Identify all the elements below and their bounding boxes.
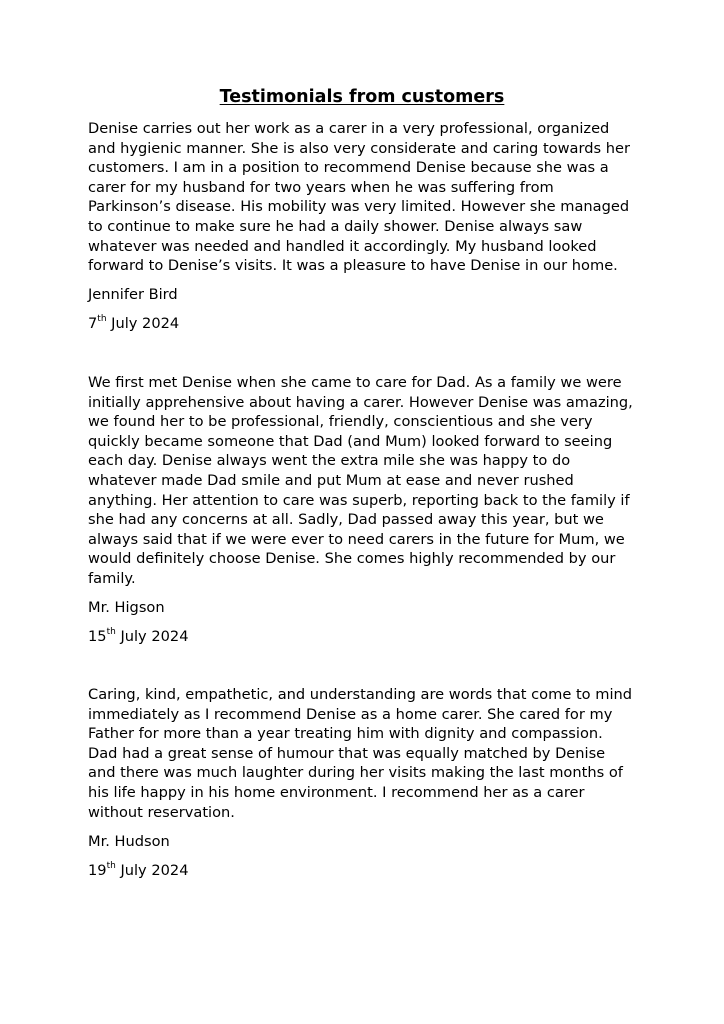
date-day: 19 — [88, 862, 107, 879]
text-line: whatever made Dad smile and put Mum at ease and never rushed — [88, 471, 574, 489]
text-line: Father for more than a year treating him with dignity and compassion. — [88, 725, 603, 743]
testimonial-1 — [88, 119, 648, 276]
page-title: Testimonials from customers — [219, 87, 505, 107]
date-day: 7 — [88, 315, 98, 332]
text-line: carer for my husband for two years when he was suffering from — [88, 178, 554, 196]
testimonial-author: Jennifer Bird — [88, 286, 178, 303]
testimonial-author: Mr. Higson — [88, 599, 165, 616]
testimonial-text — [88, 373, 648, 589]
testimonial-author: Mr. Hudson — [88, 833, 170, 850]
text-line: would definitely choose Denise. She comes highly recommended by our — [88, 550, 616, 568]
text-line: customers. I am in a position to recommend Denise because she was a — [88, 159, 609, 177]
date-rest: July 2024 — [115, 628, 189, 645]
testimonial-date — [88, 627, 188, 647]
text-line: Dad had a great sense of humour that was equally matched by Denise — [88, 744, 606, 762]
text-line: Parkinson’s disease. His mobility was very limited. However she managed — [88, 198, 630, 216]
text-line: without reservation. — [88, 803, 235, 821]
text-line: we found her to be professional, friendly, conscientious and she very — [88, 413, 593, 431]
text-line: to continue to make sure he had a daily shower. Denise always saw — [88, 217, 583, 235]
date-suffix: th — [97, 314, 107, 325]
date-suffix: th — [106, 861, 116, 872]
text-line: forward to Denise’s visits. It was a pleasure to have Denise in our home. — [88, 257, 618, 275]
text-line: immediately as I recommend Denise as a home carer. She cared for my — [88, 705, 613, 723]
text-line: always said that if we were ever to need carers in the future for Mum, we — [88, 530, 625, 548]
text-line: anything. Her attention to care was superb, reporting back to the family if — [88, 491, 630, 509]
text-line: each day. Denise always went the extra mile she was happy to do — [88, 452, 571, 470]
text-line: family. — [88, 569, 136, 587]
date-day: 15 — [88, 628, 107, 645]
text-line: she had any concerns at all. Sadly, Dad passed away this year, but we — [88, 511, 604, 529]
testimonial-2 — [88, 373, 648, 589]
text-line: his life happy in his home environment. I recommend her as a carer — [88, 783, 585, 801]
text-line: initially apprehensive about having a carer. However Denise was amazing, — [88, 393, 633, 411]
text-line: quickly became someone that Dad (and Mum) looked forward to seeing — [88, 432, 613, 450]
testimonial-text — [88, 685, 648, 822]
testimonial-date — [88, 314, 179, 334]
testimonial-3 — [88, 685, 648, 822]
text-line: We first met Denise when she came to care for Dad. As a family we were — [88, 374, 622, 391]
date-rest: July 2024 — [106, 315, 180, 332]
testimonial-date — [88, 861, 188, 881]
date-rest: July 2024 — [115, 862, 189, 879]
text-line: and there was much laughter during her visits making the last months of — [88, 764, 623, 782]
date-suffix: th — [106, 627, 116, 638]
text-line: and hygienic manner. She is also very considerate and caring towards her — [88, 139, 630, 157]
text-line: whatever was needed and handled it accordingly. My husband looked — [88, 237, 597, 255]
text-line: Denise carries out her work as a carer in a very professional, organized — [88, 120, 610, 137]
testimonial-text — [88, 119, 648, 276]
text-line: Caring, kind, empathetic, and understanding are words that come to mind — [88, 686, 633, 703]
